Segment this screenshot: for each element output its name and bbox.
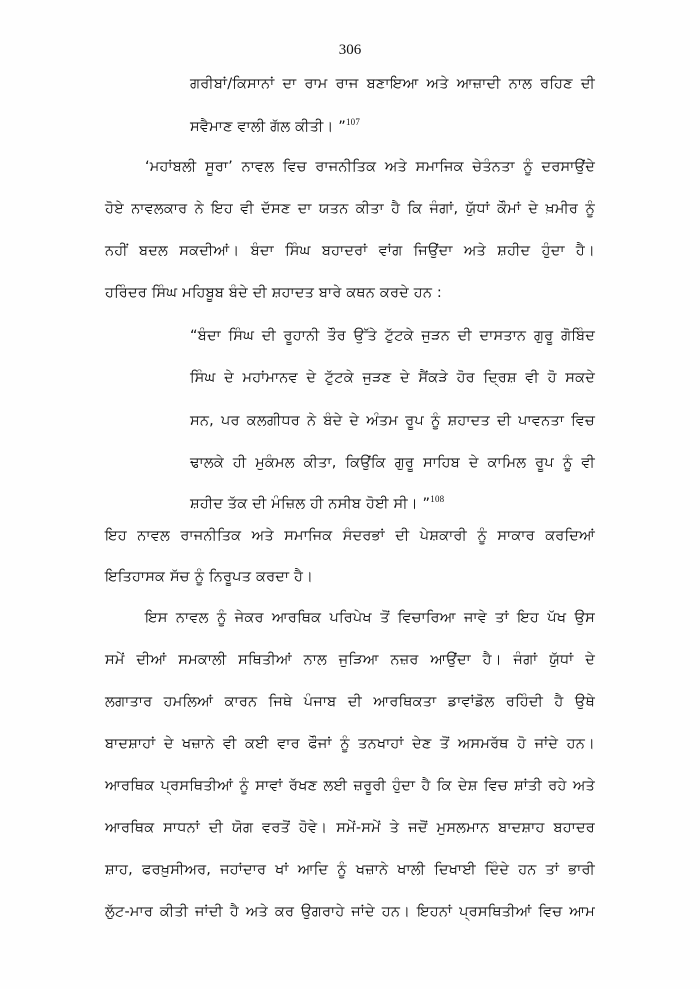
text-line	[190, 326, 595, 346]
text-line	[105, 860, 595, 880]
line-text: ਬਾਦਸ਼ਾਹਾਂ ਦੇ ਖਜ਼ਾਨੇ ਵੀ ਕਈ ਵਾਰ ਫੌਜਾਂ ਨੂੰ ਤਨਖਾਹਾਂ ਦੇਣ ਤੋਂ ਅਸਮਰੱਥ ਹੋ ਜਾਂਦੇ ਹਨ।	[105, 736, 595, 752]
line-text: ਸ਼ਾਹ, ਫਰਖ਼ੁਸੀਅਰ, ਜਹਾਂਦਾਰ ਖਾਂ ਆਦਿ ਨੂੰ ਖਜ਼ਾਨੇ ਖਾਲੀ ਦਿਖਾਈ ਦਿੰਦੇ ਹਨ ਤਾਂ ਭਾਰੀ	[105, 862, 595, 878]
text-line	[105, 650, 595, 670]
line-text: ਗਰੀਬਾਂ/ਕਿਸਾਨਾਂ ਦਾ ਰਾਮ ਰਾਜ ਬਣਾਇਆ ਅਤੇ ਆਜ਼ਾਦੀ ਨਾਲ ਰਹਿਣ ਦੀ	[190, 76, 595, 92]
line-text: ਆਰਥਿਕ ਸਾਧਨਾਂ ਦੀ ਯੋਗ ਵਰਤੋਂ ਹੋਵੇ। ਸਮੇਂ-ਸਮੇਂ ਤੇ ਜਦੋਂ ਮੁਸਲਮਾਨ ਬਾਦਸ਼ਾਹ ਬਹਾਦਰ	[105, 820, 595, 836]
line-text: ‘ਮਹਾਂਬਲੀ ਸੂਰਾ’ ਨਾਵਲ ਵਿਚ ਰਾਜਨੀਤਿਕ ਅਤੇ ਸਮਾਜਿਕ ਚੇਤੰਨਤਾ ਨੂੰ ਦਰਸਾਉਂਦੇ	[145, 159, 595, 175]
text-line	[105, 776, 595, 796]
page-number: 306	[338, 42, 362, 58]
line-text: ਇਸ ਨਾਵਲ ਨੂੰ ਜੇਕਰ ਆਰਥਿਕ ਪਰਿਪੇਖ ਤੋਂ ਵਿਚਾਰਿਆ ਜਾਵੇ ਤਾਂ ਇਹ ਪੱਖ ਉਸ	[145, 610, 595, 626]
text-line	[190, 117, 360, 137]
text-line	[105, 692, 595, 712]
text-line	[190, 453, 595, 473]
text-line	[105, 818, 595, 838]
line-text: ਇਤਿਹਾਸਕ ਸੱਚ ਨੂੰ ਨਿਰੂਪਤ ਕਰਦਾ ਹੈ।	[105, 569, 314, 585]
line-text: ਲਗਾਤਾਰ ਹਮਲਿਆਂ ਕਾਰਨ ਜਿਥੇ ਪੰਜਾਬ ਦੀ ਆਰਥਿਕਤਾ ਡਾਵਾਂਡੋਲ ਰਹਿੰਦੀ ਹੈ ਉਥੇ	[105, 694, 595, 710]
text-line	[190, 411, 595, 431]
text-line	[145, 157, 595, 177]
text-line	[105, 902, 595, 922]
line-text: ਹੋਏ ਨਾਵਲਕਾਰ ਨੇ ਇਹ ਵੀ ਦੱਸਣ ਦਾ ਯਤਨ ਕੀਤਾ ਹੈ ਕਿ ਜੰਗਾਂ, ਯੁੱਧਾਂ ਕੌਮਾਂ ਦੇ ਖ਼ਮੀਰ ਨੂੰ	[105, 201, 595, 217]
line-text: ਸ਼ਹੀਦ ਤੱਕ ਦੀ ਮੰਜ਼ਿਲ ਹੀ ਨਸੀਬ ਹੋਈ ਸੀ। ”	[190, 496, 431, 512]
line-text: ਸਮੇਂ ਦੀਆਂ ਸਮਕਾਲੀ ਸਥਿਤੀਆਂ ਨਾਲ ਜੁੜਿਆ ਨਜ਼ਰ ਆਉਂਦਾ ਹੈ। ਜੰਗਾਂ ਯੁੱਧਾਂ ਦੇ	[105, 652, 595, 668]
line-text: ਨਹੀਂ ਬਦਲ ਸਕਦੀਆਂ। ਬੰਦਾ ਸਿੰਘ ਬਹਾਦਰਾਂ ਵਾਂਗ ਜਿਉਂਦਾ ਅਤੇ ਸ਼ਹੀਦ ਹੁੰਦਾ ਹੈ।	[105, 243, 595, 259]
text-line	[105, 526, 595, 546]
line-text: ਸਨ, ਪਰ ਕਲਗੀਧਰ ਨੇ ਬੰਦੇ ਦੇ ਅੰਤਮ ਰੂਪ ਨੂੰ ਸ਼ਹਾਦਤ ਦੀ ਪਾਵਨਤਾ ਵਿਚ	[190, 413, 595, 429]
line-text: ਇਹ ਨਾਵਲ ਰਾਜਨੀਤਿਕ ਅਤੇ ਸਮਾਜਿਕ ਸੰਦਰਭਾਂ ਦੀ ਪੇਸ਼ਕਾਰੀ ਨੂੰ ਸਾਕਾਰ ਕਰਦਿਆਂ	[105, 528, 595, 544]
line-text: ਢਾਲਕੇ ਹੀ ਮੁਕੰਮਲ ਕੀਤਾ, ਕਿਉਂਕਿ ਗੁਰੂ ਸਾਹਿਬ ਦੇ ਕਾਮਿਲ ਰੂਪ ਨੂੰ ਵੀ	[190, 455, 595, 471]
line-text: ਹਰਿੰਦਰ ਸਿੰਘ ਮਹਿਬੂਬ ਬੰਦੇ ਦੀ ਸ਼ਹਾਦਤ ਬਾਰੇ ਕਥਨ ਕਰਦੇ ਹਨ :	[105, 285, 443, 301]
text-line	[190, 368, 595, 388]
text-line	[105, 734, 595, 754]
text-line	[145, 608, 595, 628]
text-line	[190, 74, 595, 94]
text-line	[105, 283, 442, 303]
line-text: ਸਵੈਮਾਣ ਵਾਲੀ ਗੱਲ ਕੀਤੀ। ”	[190, 119, 346, 135]
line-text: ਆਰਥਿਕ ਪ੍ਰਸਥਿਤੀਆਂ ਨੂੰ ਸਾਵਾਂ ਰੱਖਣ ਲਈ ਜ਼ਰੂਰੀ ਹੁੰਦਾ ਹੈ ਕਿ ਦੇਸ਼ ਵਿਚ ਸ਼ਾਂਤੀ ਰਹੇ ਅਤੇ	[105, 778, 595, 794]
text-line	[105, 241, 595, 261]
text-line	[105, 199, 595, 219]
text-line	[190, 494, 444, 514]
line-text: ਲੁੱਟ-ਮਾਰ ਕੀਤੀ ਜਾਂਦੀ ਹੈ ਅਤੇ ਕਰ ਉਗਰਾਹੇ ਜਾਂਦੇ ਹਨ। ਇਹਨਾਂ ਪ੍ਰਸਥਿਤੀਆਂ ਵਿਚ ਆਮ	[105, 904, 595, 920]
line-text: ਸਿੰਘ ਦੇ ਮਹਾਂਮਾਨਵ ਦੇ ਟੁੱਟਕੇ ਜੁੜਣ ਦੇ ਸੈਂਕੜੇ ਹੋਰ ਦ੍ਰਿਸ਼ ਵੀ ਹੋ ਸਕਦੇ	[190, 370, 595, 386]
line-text: “ਬੰਦਾ ਸਿੰਘ ਦੀ ਰੂਹਾਨੀ ਤੌਰ ਉੱਤੇ ਟੁੱਟਕੇ ਜੁੜਨ ਦੀ ਦਾਸਤਾਨ ਗੁਰੂ ਗੋਬਿੰਦ	[190, 328, 595, 344]
footnote-ref: 107	[345, 117, 361, 127]
text-line	[105, 567, 313, 587]
footnote-ref: 108	[430, 494, 445, 504]
